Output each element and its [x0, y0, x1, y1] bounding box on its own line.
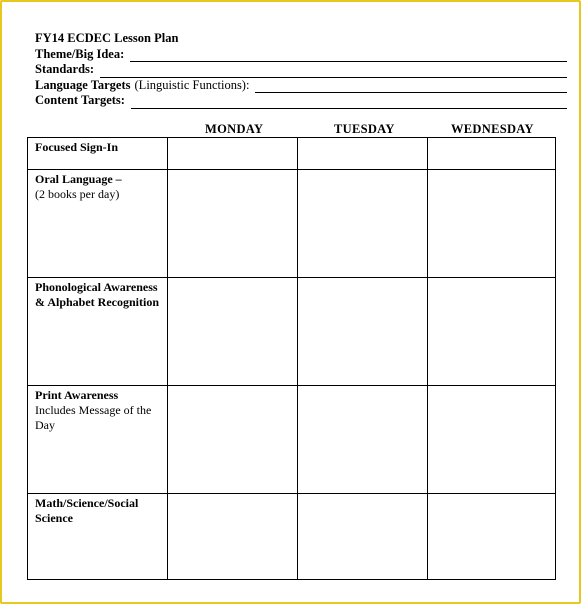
tuesday-cell[interactable]	[298, 278, 428, 386]
wednesday-cell[interactable]	[428, 138, 556, 170]
row-label-cell	[28, 278, 168, 386]
content-targets-field	[35, 93, 567, 109]
theme-input-line[interactable]	[130, 50, 567, 62]
theme-field	[35, 47, 567, 63]
monday-cell[interactable]	[168, 494, 298, 580]
wednesday-cell[interactable]	[428, 170, 556, 278]
tuesday-cell[interactable]	[298, 386, 428, 494]
standards-field	[35, 62, 567, 78]
row-label: Phonological Awareness & Alphabet Recognition	[35, 280, 160, 309]
day-header-wednesday: WEDNESDAY	[451, 122, 534, 136]
row-label: Math/Science/Social Science	[35, 496, 139, 525]
table-row	[28, 170, 556, 278]
wednesday-cell[interactable]	[428, 494, 556, 580]
language-targets-label: Language Targets	[35, 77, 131, 92]
monday-cell[interactable]	[168, 386, 298, 494]
theme-label: Theme/Big Idea:	[35, 46, 125, 61]
row-label: Oral Language –	[35, 172, 122, 186]
standards-input-line[interactable]	[100, 66, 567, 78]
row-label: Print Awareness	[35, 388, 119, 402]
day-header-monday: MONDAY	[205, 122, 264, 136]
plan-header	[35, 31, 567, 109]
table-row	[28, 494, 556, 580]
table-row	[28, 138, 556, 170]
day-header-tuesday: TUESDAY	[334, 122, 395, 136]
row-label-cell	[28, 170, 168, 278]
standards-label: Standards:	[35, 62, 95, 76]
tuesday-cell[interactable]	[298, 138, 428, 170]
tuesday-cell[interactable]	[298, 170, 428, 278]
language-targets-sublabel: (Linguistic Functions):	[134, 77, 250, 92]
row-label: Focused Sign-In	[35, 140, 119, 154]
monday-cell[interactable]	[168, 138, 298, 170]
content-targets-label: Content Targets:	[35, 93, 125, 107]
table-row	[28, 278, 556, 386]
monday-cell[interactable]	[168, 170, 298, 278]
table-row	[28, 386, 556, 494]
tuesday-cell[interactable]	[298, 494, 428, 580]
row-label-cell	[28, 386, 168, 494]
row-sublabel: Includes Message of the Day	[35, 403, 152, 432]
wednesday-cell[interactable]	[428, 278, 556, 386]
lesson-grid	[27, 137, 556, 580]
language-targets-field	[35, 78, 567, 94]
row-label-cell	[28, 494, 168, 580]
row-sublabel: (2 books per day)	[35, 187, 120, 201]
content-targets-input-line[interactable]	[131, 97, 567, 109]
row-label-cell	[28, 138, 168, 170]
language-targets-input-line[interactable]	[255, 81, 567, 93]
wednesday-cell[interactable]	[428, 386, 556, 494]
monday-cell[interactable]	[168, 278, 298, 386]
page-title: FY14 ECDEC Lesson Plan	[35, 31, 179, 45]
